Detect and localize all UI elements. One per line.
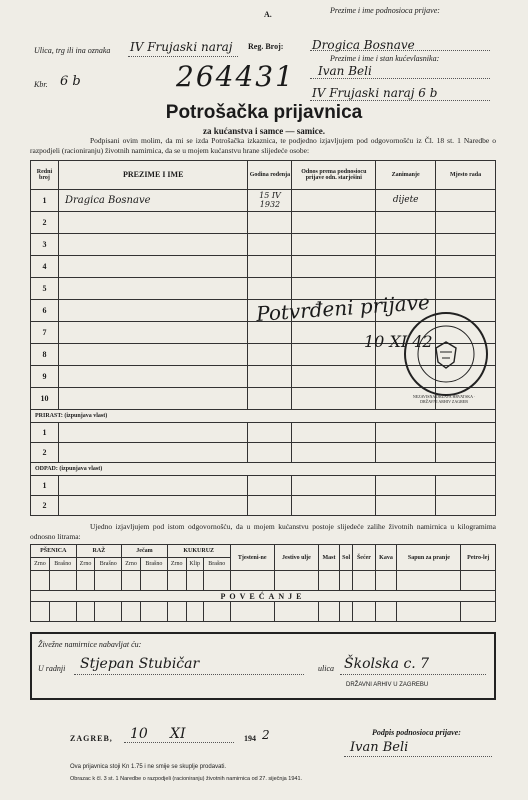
- row-year: [248, 388, 292, 410]
- confirmation-note: Potvrđeni prijave: [255, 289, 431, 327]
- owner-address-line: [310, 100, 490, 101]
- row-name: [58, 321, 248, 343]
- reg-label: Reg. Broj:: [248, 42, 284, 51]
- row-name: [58, 233, 248, 255]
- col-tjestenine: Tjesteni-ne: [230, 545, 274, 571]
- col-name: PREZIME I IME: [58, 161, 248, 190]
- official-stamp: [404, 312, 488, 396]
- price-note: Ova prijavnica stoji Kn 1.75 i ne smije se skuplje prodavati.: [70, 764, 227, 770]
- page-subtitle: za kućanstva i samce — samice.: [203, 126, 325, 136]
- row-number: 3: [31, 233, 59, 255]
- name-line: [310, 50, 490, 51]
- col-place: Mjesto rada: [436, 161, 496, 190]
- row-year: [248, 233, 292, 255]
- row-number: 6: [31, 299, 59, 321]
- shop-line: [74, 674, 304, 675]
- table-row: [31, 211, 496, 233]
- form-note: Obrazac k čl. 3 st. 1 Naredbe o razpodjeli (racioniranju) životnih namirnica od 27. siječnja 1941.: [70, 776, 303, 782]
- row-place: [436, 423, 496, 443]
- row-job: dijete: [376, 189, 436, 211]
- col-mast: Mast: [319, 545, 340, 571]
- confirmation-date: 10 XI 42: [364, 332, 433, 351]
- sub-zrno: Zrno: [76, 558, 95, 571]
- row-year: [248, 443, 292, 463]
- row-number: 7: [31, 321, 59, 343]
- row-job: [376, 211, 436, 233]
- row-job: [376, 423, 436, 443]
- group-kukuruz: KUKURUZ: [167, 545, 230, 558]
- col-secer: Šećer: [353, 545, 375, 571]
- name-value: Drogica Bosnave: [312, 38, 415, 52]
- row-name: [58, 211, 248, 233]
- row-name: [58, 366, 248, 388]
- row-number: 2: [31, 443, 59, 463]
- row-name: [58, 255, 248, 277]
- footer-day: 10: [130, 726, 148, 742]
- row-job: [376, 233, 436, 255]
- owner-value: Ivan Beli: [318, 64, 372, 78]
- table-row: [31, 233, 496, 255]
- grocery-street-label: ulica: [318, 664, 334, 673]
- sub-zrno: Zrno: [122, 558, 141, 571]
- table-row: [31, 443, 496, 463]
- row-job: [376, 443, 436, 463]
- row-place: [436, 443, 496, 463]
- row-number: 5: [31, 277, 59, 299]
- row-name: [58, 388, 248, 410]
- col-year: Godina rođenja: [248, 161, 292, 190]
- table-row: [31, 496, 496, 516]
- group-psenica: PŠENICA: [31, 545, 77, 558]
- row-place: [436, 233, 496, 255]
- row-year: [248, 423, 292, 443]
- grocery-street-value: Školska c. 7: [344, 656, 430, 672]
- street-label: Ulica, trg ili ina oznaka: [34, 46, 111, 55]
- col-job: Zanimanje: [376, 161, 436, 190]
- col-sapun: Sapun za pranje: [397, 545, 461, 571]
- grocery-street-line: [340, 674, 486, 675]
- sub-brasno: Brašno: [95, 558, 122, 571]
- col-relation: Odnos prema podnosiocu prijave odn. starješini: [292, 161, 376, 190]
- col-petrolej: Petro-lej: [461, 545, 496, 571]
- signature-value: Ivan Beli: [350, 740, 409, 755]
- row-relation: [292, 366, 376, 388]
- col-ulje: Jestivo ulje: [274, 545, 318, 571]
- intro-text: Podpisani ovim molim, da mi se izda Potrošačka izkaznica, te podjedno izjavljujem pod odgovornošću iz Čl. 18 st. 1 Naredbe o razpodjeli (racioniranju) životnih namirnica, da se u mojem kućanstvu hrane slijedeće osobe:: [30, 136, 496, 155]
- signature-line: [344, 756, 492, 757]
- date-line: [124, 742, 234, 743]
- sub-brasno: Brašno: [140, 558, 167, 571]
- footer-year-prefix: 194: [244, 734, 256, 743]
- row-name: [58, 443, 248, 463]
- row-year: [248, 476, 292, 496]
- row-name: [58, 476, 248, 496]
- reg-number: 264431: [176, 60, 295, 93]
- row-relation: [292, 189, 376, 211]
- row-year: [248, 211, 292, 233]
- col-sol: Sol: [339, 545, 352, 571]
- row-name: [58, 343, 248, 365]
- house-label: Kbr.: [34, 80, 48, 89]
- row-place: [436, 255, 496, 277]
- page-title: Potrošačka prijavnica: [165, 102, 363, 123]
- row-number: 2: [31, 496, 59, 516]
- owner-line: [310, 78, 490, 79]
- house-value: 6 b: [60, 74, 81, 89]
- row-relation: [292, 233, 376, 255]
- row-number: 8: [31, 343, 59, 365]
- group-raz: RAŽ: [76, 545, 122, 558]
- footer-month: XI: [170, 726, 186, 742]
- table-row: [31, 476, 496, 496]
- row-job: [376, 476, 436, 496]
- stamp-emblem-icon: [406, 314, 486, 394]
- row-relation: [292, 388, 376, 410]
- row-number: 1: [31, 476, 59, 496]
- sub-brasno: Brašno: [203, 558, 230, 571]
- shop-label: U radnji: [38, 664, 66, 673]
- row-number: 10: [31, 388, 59, 410]
- row-year: [248, 343, 292, 365]
- row-name: [58, 496, 248, 516]
- row-place: [436, 211, 496, 233]
- row-name: [58, 299, 248, 321]
- row-year: [248, 366, 292, 388]
- footer-year-suffix: 2: [262, 728, 270, 742]
- row-job: [376, 255, 436, 277]
- row-place: [436, 277, 496, 299]
- stock-table: [30, 544, 496, 622]
- row-number: 1: [31, 189, 59, 211]
- stock-statement: Ujedno izjavljujem pod istom odgovornošću, da u mojem kućanstvu postoje slijedeće zalihe životnih namirnica u kilogramima odnosno litrama:: [30, 522, 496, 541]
- col-kava: Kava: [375, 545, 397, 571]
- row-year: 15 IV 1932: [248, 189, 292, 211]
- group-jecam: Ječam: [122, 545, 168, 558]
- row-place: [436, 476, 496, 496]
- prirast-label: PRIRAST: (izpunjava vlast): [31, 410, 496, 423]
- row-name: Dragica Bosnave: [58, 189, 248, 211]
- row-name: [58, 277, 248, 299]
- row-place: [436, 496, 496, 516]
- row-place: [436, 189, 496, 211]
- row-number: 2: [31, 211, 59, 233]
- grocery-label: Živežne namirnice nabavljat ću:: [38, 640, 142, 649]
- signature-label: Podpis podnosioca prijave:: [372, 728, 461, 737]
- row-number: 9: [31, 366, 59, 388]
- owner-address: IV Frujaski naraj 6 b: [312, 86, 438, 100]
- table-row: [31, 255, 496, 277]
- archive-stamp: DRŽAVNI ARHIV U ZAGREBU: [346, 682, 429, 688]
- row-relation: [292, 211, 376, 233]
- povecanje-label: POVEĆANJE: [31, 591, 496, 602]
- table-row: [31, 189, 496, 211]
- street-value: IV Frujaski naraj: [130, 40, 233, 54]
- sub-brasno: Brašno: [49, 558, 76, 571]
- row-relation: [292, 255, 376, 277]
- row-relation: [292, 443, 376, 463]
- row-year: [248, 255, 292, 277]
- row-number: 4: [31, 255, 59, 277]
- row-number: 1: [31, 423, 59, 443]
- sub-zrno: Zrno: [167, 558, 186, 571]
- street-line: [128, 56, 238, 57]
- shop-value: Stjepan Stubičar: [80, 656, 200, 672]
- name-label: Prezime i ime podnosioca prijave:: [330, 6, 440, 15]
- row-relation: [292, 476, 376, 496]
- sub-zrno: Zrno: [31, 558, 50, 571]
- sub-klip: Klip: [186, 558, 203, 571]
- form-letter: A.: [264, 10, 272, 19]
- row-relation: [292, 423, 376, 443]
- stamp-text: NEZAVISNA DRŽAVA HRVATSKA · DRŽAVNI ARHIV ZAGREB: [412, 394, 476, 404]
- col-no: Redni broj: [31, 161, 59, 190]
- row-job: [376, 496, 436, 516]
- footer-city: ZAGREB,: [70, 734, 113, 743]
- row-year: [248, 496, 292, 516]
- table-row: [31, 423, 496, 443]
- row-name: [58, 423, 248, 443]
- odpad-label: ODPAD: (izpunjava vlast): [31, 463, 496, 476]
- row-year: [248, 277, 292, 299]
- owner-label: Prezime i ime i stan kućevlasnika:: [330, 54, 440, 63]
- row-relation: [292, 496, 376, 516]
